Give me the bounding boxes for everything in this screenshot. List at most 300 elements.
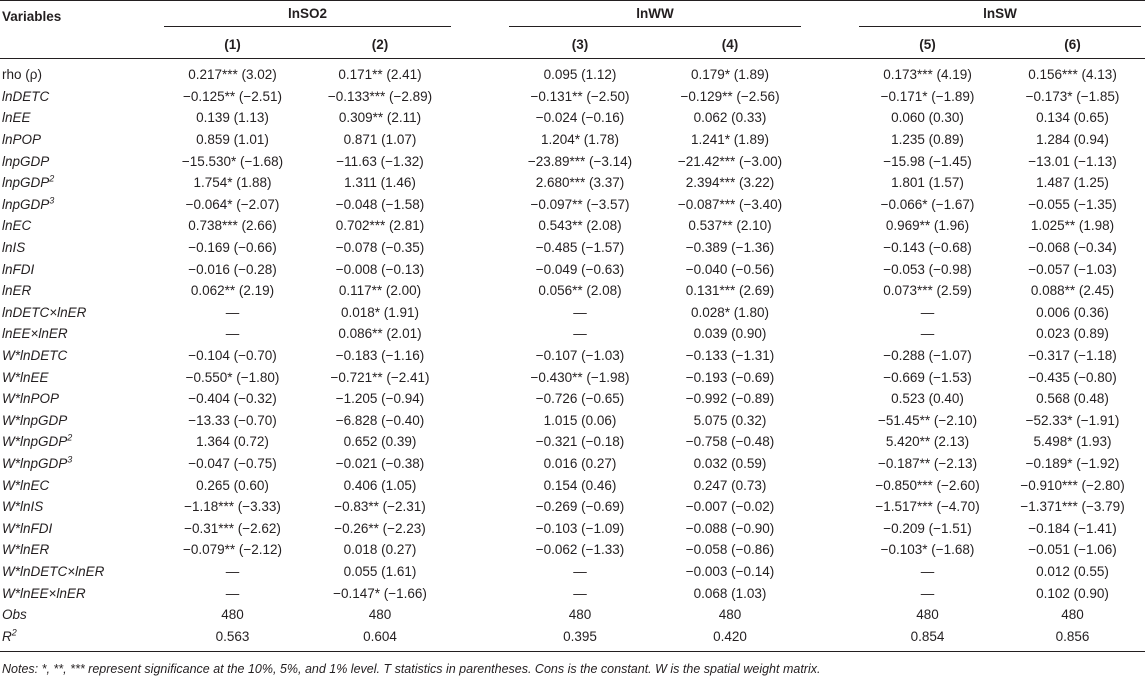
group-gap xyxy=(455,280,505,302)
value-cell-col-5: −0.053 (−0.98) xyxy=(883,261,972,277)
table-notes: Notes: *, **, *** represent significance at the 10%, 5%, and 1% level. T statistics in parentheses. Cons is the constant. W is the spatial weight matrix. xyxy=(2,662,821,677)
variable-label xyxy=(0,194,160,216)
value-cell-col-6: −0.910*** (−2.80) xyxy=(1020,477,1125,493)
variable-label-text: lnFDI xyxy=(2,261,35,277)
group-gap xyxy=(455,150,505,172)
variable-label-text: Obs xyxy=(2,607,27,623)
group-gap xyxy=(805,258,855,280)
group-gap xyxy=(805,582,855,604)
group-gap xyxy=(455,323,505,345)
group-label-lnsw: lnSW xyxy=(859,6,1141,27)
variable-label xyxy=(0,302,160,324)
value-cell-col-6: 5.498* (1.93) xyxy=(1033,434,1112,450)
value-cell-col-6: −0.317 (−1.18) xyxy=(1028,348,1117,364)
value-cell-col-4: −21.42*** (−3.00) xyxy=(677,153,783,169)
value-cell-col-2: −0.83** (−2.31) xyxy=(334,499,426,515)
value-cell-col-5: 1.235 (0.89) xyxy=(891,132,964,148)
variable-label-text: W*lnPOP xyxy=(2,391,60,407)
value-cell-col-5: 0.969** (1.96) xyxy=(885,218,970,234)
variable-label xyxy=(0,323,160,345)
group-label-lnso2: lnSO2 xyxy=(164,6,451,27)
value-cell-col-4: −0.133 (−1.31) xyxy=(685,348,775,364)
table-row xyxy=(0,345,1145,367)
value-cell-col-2: −0.183 (−1.16) xyxy=(335,348,425,364)
value-cell-col-1: −0.064* (−2.07) xyxy=(185,196,280,212)
variable-label xyxy=(0,474,160,496)
value-cell-col-2: −1.205 (−0.94) xyxy=(335,391,425,407)
variable-label-text: lnpGDP xyxy=(2,196,50,212)
value-cell-col-1: 480 xyxy=(221,607,244,623)
variable-label-text: W*lnDETC×lnER xyxy=(2,563,105,579)
group-gap xyxy=(805,107,855,129)
value-cell-col-2: 0.018 (0.27) xyxy=(343,542,417,558)
value-cell-col-1: — xyxy=(225,326,240,342)
value-cell-col-6: −13.01 (−1.13) xyxy=(1028,153,1117,169)
value-cell-col-5: — xyxy=(920,585,935,601)
value-cell-col-4: 0.032 (0.59) xyxy=(693,455,767,471)
variable-label xyxy=(0,345,160,367)
variable-label xyxy=(0,517,160,539)
group-header-lnso2 xyxy=(160,1,455,32)
variable-label-text: W*lnpGDP xyxy=(2,412,68,428)
value-cell-col-3: — xyxy=(573,326,587,342)
group-gap xyxy=(805,410,855,432)
value-cell-col-2: −0.078 (−0.35) xyxy=(335,240,425,256)
value-cell-col-5: −51.45** (−2.10) xyxy=(877,412,978,428)
value-cell-col-6: 1.284 (0.94) xyxy=(1036,132,1109,148)
group-gap xyxy=(455,453,505,475)
group-gap xyxy=(455,431,505,453)
table-body xyxy=(0,59,1145,652)
column-header-5: (5) xyxy=(855,31,1000,59)
value-cell-col-6: 0.023 (0.89) xyxy=(1036,326,1109,342)
value-cell-col-2: 0.117** (2.00) xyxy=(338,283,422,299)
value-cell-col-4: −0.088 (−0.90) xyxy=(685,520,775,536)
group-gap xyxy=(455,604,505,626)
value-cell-col-2: 0.702*** (2.81) xyxy=(335,218,425,234)
value-cell-col-2: −11.63 (−1.32) xyxy=(336,153,424,169)
value-cell-col-6: 0.102 (0.90) xyxy=(1036,585,1109,601)
value-cell-col-6: 0.568 (0.48) xyxy=(1036,391,1109,407)
variable-label-text: W*lnER xyxy=(2,542,50,558)
value-cell-col-6: 0.156*** (4.13) xyxy=(1028,67,1117,83)
value-cell-col-1: −1.18*** (−3.33) xyxy=(184,499,281,515)
value-cell-col-1: −0.047 (−0.75) xyxy=(188,455,277,471)
value-cell-col-5: — xyxy=(920,326,935,342)
value-cell-col-2: −0.26** (−2.23) xyxy=(334,520,426,536)
variable-label-text: W*lnEC xyxy=(2,477,50,493)
group-gap xyxy=(805,31,855,59)
value-cell-col-5: 1.801 (1.57) xyxy=(891,175,964,191)
group-gap xyxy=(805,302,855,324)
value-cell-col-4: −0.007 (−0.02) xyxy=(685,499,775,515)
value-cell-col-5: 5.420** (2.13) xyxy=(885,434,970,450)
variable-label xyxy=(0,496,160,518)
value-cell-col-6: 0.856 xyxy=(1000,625,1145,651)
value-cell-col-2: 0.309** (2.11) xyxy=(338,110,422,126)
table-row xyxy=(0,323,1145,345)
variable-label-text: R xyxy=(2,628,12,644)
value-cell-col-6: 0.012 (0.55) xyxy=(1036,563,1109,579)
value-cell-col-2: 0.871 (1.07) xyxy=(343,132,417,148)
column-header-1: (1) xyxy=(160,31,305,59)
group-label-lnww: lnWW xyxy=(509,6,801,27)
variable-label xyxy=(0,625,160,651)
table-row xyxy=(0,107,1145,129)
value-cell-col-1: −0.016 (−0.28) xyxy=(188,261,277,277)
variable-label-text: lnEE xyxy=(2,110,31,126)
value-cell-col-3: −23.89*** (−3.14) xyxy=(527,153,633,169)
value-cell-col-3: −0.321 (−0.18) xyxy=(535,434,625,450)
value-cell-col-1: — xyxy=(225,585,240,601)
value-cell-col-3: 1.015 (0.06) xyxy=(543,412,617,428)
value-cell-col-3: −0.726 (−0.65) xyxy=(535,391,625,407)
variable-label-text: lnDETC xyxy=(2,88,50,104)
value-cell-col-3: −0.097** (−3.57) xyxy=(530,196,630,212)
variable-label xyxy=(0,150,160,172)
variable-label-text: lnEC xyxy=(2,218,32,234)
group-gap xyxy=(455,215,505,237)
variable-label-text: W*lnFDI xyxy=(2,520,53,536)
group-header-lnsw xyxy=(855,1,1145,32)
value-cell-col-4: 1.241* (1.89) xyxy=(690,132,770,148)
value-cell-col-3: — xyxy=(573,563,587,579)
value-cell-col-5: 0.854 xyxy=(855,625,1000,651)
variable-label-text: lnpGDP xyxy=(2,175,50,191)
group-gap xyxy=(805,496,855,518)
value-cell-col-4: 0.247 (0.73) xyxy=(693,477,767,493)
value-cell-col-1: — xyxy=(225,304,240,320)
value-cell-col-4: 0.179* (1.89) xyxy=(690,67,770,83)
value-cell-col-2: −0.048 (−1.58) xyxy=(335,196,425,212)
variable-label xyxy=(0,59,160,86)
group-gap xyxy=(805,59,855,86)
table-row xyxy=(0,431,1145,453)
variable-label-superscript: 2 xyxy=(67,432,73,443)
value-cell-col-5: — xyxy=(920,563,935,579)
group-gap xyxy=(455,107,505,129)
group-gap xyxy=(805,1,855,32)
table-row xyxy=(0,496,1145,518)
value-cell-col-5: −0.143 (−0.68) xyxy=(883,240,972,256)
group-gap xyxy=(455,496,505,518)
value-cell-col-4: −0.389 (−1.36) xyxy=(685,240,775,256)
value-cell-col-6: 0.006 (0.36) xyxy=(1036,304,1109,320)
value-cell-col-3: −0.024 (−0.16) xyxy=(535,110,625,126)
value-cell-col-3: −0.430** (−1.98) xyxy=(530,369,630,385)
value-cell-col-1: −0.104 (−0.70) xyxy=(188,348,277,364)
table-row xyxy=(0,625,1145,651)
value-cell-col-3: 0.154 (0.46) xyxy=(543,477,617,493)
column-header-row xyxy=(0,31,1145,59)
value-cell-col-1: 0.062** (2.19) xyxy=(190,283,275,299)
variable-label-text: W*lnpGDP xyxy=(2,434,68,450)
variable-label-text: lnpGDP xyxy=(2,153,50,169)
value-cell-col-3: −0.485 (−1.57) xyxy=(535,240,625,256)
value-cell-col-2: 1.311 (1.46) xyxy=(344,175,416,191)
table-row xyxy=(0,194,1145,216)
table-row xyxy=(0,129,1145,151)
group-gap xyxy=(455,366,505,388)
group-gap xyxy=(455,410,505,432)
value-cell-col-1: 0.265 (0.60) xyxy=(196,477,269,493)
group-gap xyxy=(455,237,505,259)
group-gap xyxy=(455,86,505,108)
table-row xyxy=(0,388,1145,410)
group-gap xyxy=(805,625,855,651)
column-header-4: (4) xyxy=(655,31,805,59)
value-cell-col-3: — xyxy=(573,304,587,320)
variable-label xyxy=(0,172,160,194)
value-cell-col-5: −0.850*** (−2.60) xyxy=(875,477,980,493)
value-cell-col-2: −6.828 (−0.40) xyxy=(335,412,425,428)
variable-label-text: lnEE×lnER xyxy=(2,326,68,342)
value-cell-col-3: 0.543** (2.08) xyxy=(538,218,622,234)
table-row xyxy=(0,59,1145,86)
value-cell-col-6: 0.134 (0.65) xyxy=(1036,110,1109,126)
variable-label xyxy=(0,258,160,280)
group-gap xyxy=(455,345,505,367)
column-header-3: (3) xyxy=(505,31,655,59)
variable-label-text: W*lnDETC xyxy=(2,348,68,364)
value-cell-col-3: −0.062 (−1.33) xyxy=(535,542,625,558)
value-cell-col-1: 0.738*** (2.66) xyxy=(188,218,277,234)
variable-label xyxy=(0,410,160,432)
value-cell-col-4: 0.068 (1.03) xyxy=(693,585,767,601)
group-gap xyxy=(455,31,505,59)
variable-label xyxy=(0,539,160,561)
group-gap xyxy=(455,517,505,539)
value-cell-col-2: 0.604 xyxy=(305,625,455,651)
value-cell-col-4: −0.058 (−0.86) xyxy=(685,542,775,558)
group-gap xyxy=(455,474,505,496)
value-cell-col-2: 0.652 (0.39) xyxy=(343,434,417,450)
group-gap xyxy=(805,86,855,108)
group-gap xyxy=(805,280,855,302)
value-cell-col-5: 480 xyxy=(916,607,939,623)
variable-label xyxy=(0,280,160,302)
table-row xyxy=(0,237,1145,259)
value-cell-col-2: −0.721** (−2.41) xyxy=(330,369,430,385)
value-cell-col-1: −13.33 (−0.70) xyxy=(188,412,277,428)
table-row xyxy=(0,258,1145,280)
group-gap xyxy=(455,1,505,32)
value-cell-col-2: −0.008 (−0.13) xyxy=(335,261,425,277)
variable-label xyxy=(0,582,160,604)
value-cell-col-4: −0.040 (−0.56) xyxy=(685,261,775,277)
group-gap xyxy=(805,388,855,410)
value-cell-col-5: −1.517*** (−4.70) xyxy=(875,499,980,515)
group-gap xyxy=(805,323,855,345)
value-cell-col-3: 0.056** (2.08) xyxy=(538,283,622,299)
group-gap xyxy=(455,59,505,86)
value-cell-col-3: 480 xyxy=(568,607,592,623)
value-cell-col-5: 0.073*** (2.59) xyxy=(883,283,972,299)
group-gap xyxy=(805,237,855,259)
group-gap xyxy=(455,172,505,194)
value-cell-col-3: −0.107 (−1.03) xyxy=(535,348,625,364)
group-gap xyxy=(805,215,855,237)
value-cell-col-1: 0.859 (1.01) xyxy=(196,132,269,148)
value-cell-col-3: −0.103 (−1.09) xyxy=(535,520,625,536)
group-gap xyxy=(805,453,855,475)
variable-label xyxy=(0,453,160,475)
group-gap xyxy=(805,129,855,151)
value-cell-col-5: −0.669 (−1.53) xyxy=(883,369,972,385)
variable-label xyxy=(0,215,160,237)
value-cell-col-6: −0.057 (−1.03) xyxy=(1028,261,1117,277)
value-cell-col-6: 0.088** (2.45) xyxy=(1030,283,1115,299)
value-cell-col-1: −0.169 (−0.66) xyxy=(188,240,277,256)
variable-label-text: lnER xyxy=(2,283,32,299)
value-cell-col-3: −0.269 (−0.69) xyxy=(535,499,625,515)
value-cell-col-2: 0.171** (2.41) xyxy=(338,67,422,83)
value-cell-col-1: −0.404 (−0.32) xyxy=(188,391,277,407)
value-cell-col-6: −0.189* (−1.92) xyxy=(1025,455,1120,471)
table-row xyxy=(0,215,1145,237)
group-gap xyxy=(455,302,505,324)
value-cell-col-4: 2.394*** (3.22) xyxy=(685,175,775,191)
group-gap xyxy=(805,561,855,583)
table-row xyxy=(0,539,1145,561)
group-gap xyxy=(455,194,505,216)
value-cell-col-6: −0.173* (−1.85) xyxy=(1025,88,1120,104)
variable-label xyxy=(0,561,160,583)
group-gap xyxy=(805,604,855,626)
variable-label-text: rho (ρ) xyxy=(2,67,42,83)
group-gap xyxy=(805,172,855,194)
table-row xyxy=(0,582,1145,604)
group-gap xyxy=(455,582,505,604)
value-cell-col-5: −15.98 (−1.45) xyxy=(883,153,972,169)
value-cell-col-1: −0.550* (−1.80) xyxy=(185,369,280,385)
value-cell-col-3: 0.016 (0.27) xyxy=(543,455,617,471)
group-header-lnww xyxy=(505,1,805,32)
table-row xyxy=(0,604,1145,626)
value-cell-col-6: −0.068 (−0.34) xyxy=(1028,240,1117,256)
value-cell-col-1: 1.754* (1.88) xyxy=(193,175,272,191)
value-cell-col-6: −0.184 (−1.41) xyxy=(1028,520,1117,536)
variable-label-text: lnPOP xyxy=(2,132,42,148)
variable-label xyxy=(0,366,160,388)
value-cell-col-1: 1.364 (0.72) xyxy=(196,434,269,450)
value-cell-col-6: 480 xyxy=(1061,607,1084,623)
variable-label-text: W*lnEE×lnER xyxy=(2,585,86,601)
value-cell-col-5: 0.523 (0.40) xyxy=(891,391,964,407)
variable-label-superscript: 2 xyxy=(11,627,17,638)
value-cell-col-4: 5.075 (0.32) xyxy=(693,412,767,428)
variable-label xyxy=(0,604,160,626)
table-row xyxy=(0,561,1145,583)
variables-header: Variables xyxy=(0,1,160,32)
value-cell-col-2: 0.055 (1.61) xyxy=(343,563,417,579)
value-cell-col-5: 0.060 (0.30) xyxy=(891,110,964,126)
value-cell-col-3: — xyxy=(573,585,587,601)
value-cell-col-3: 0.095 (1.12) xyxy=(543,67,617,83)
variable-label-text: W*lnpGDP xyxy=(2,455,68,471)
variable-label-text: W*lnIS xyxy=(2,499,44,515)
table-row xyxy=(0,474,1145,496)
value-cell-col-5: −0.066* (−1.67) xyxy=(880,196,975,212)
table-row xyxy=(0,280,1145,302)
value-cell-col-5: −0.209 (−1.51) xyxy=(883,520,972,536)
variable-label-superscript: 2 xyxy=(49,173,55,184)
value-cell-col-4: 480 xyxy=(718,607,742,623)
table-row xyxy=(0,86,1145,108)
value-cell-col-4: 0.028* (1.80) xyxy=(690,304,770,320)
value-cell-col-4: −0.087*** (−3.40) xyxy=(677,196,783,212)
value-cell-col-2: 480 xyxy=(368,607,392,623)
value-cell-col-6: −52.33* (−1.91) xyxy=(1025,412,1120,428)
variable-label xyxy=(0,129,160,151)
group-gap xyxy=(805,366,855,388)
value-cell-col-5: — xyxy=(920,304,935,320)
group-header-row xyxy=(0,1,1145,32)
value-cell-col-1: 0.563 xyxy=(160,625,305,651)
value-cell-col-1: 0.139 (1.13) xyxy=(196,110,269,126)
group-gap xyxy=(805,194,855,216)
value-cell-col-1: 0.217*** (3.02) xyxy=(188,67,277,83)
value-cell-col-1: — xyxy=(225,563,240,579)
value-cell-col-5: −0.171* (−1.89) xyxy=(880,88,975,104)
group-gap xyxy=(455,625,505,651)
value-cell-col-6: −0.055 (−1.35) xyxy=(1028,196,1117,212)
value-cell-col-4: −0.003 (−0.14) xyxy=(685,563,775,579)
value-cell-col-3: −0.131** (−2.50) xyxy=(530,88,630,104)
value-cell-col-5: −0.288 (−1.07) xyxy=(883,348,972,364)
value-cell-col-4: 0.039 (0.90) xyxy=(693,326,767,342)
group-gap xyxy=(805,517,855,539)
table-row xyxy=(0,517,1145,539)
value-cell-col-2: 0.018* (1.91) xyxy=(340,304,420,320)
variable-label-superscript: 3 xyxy=(67,454,73,465)
value-cell-col-5: −0.187** (−2.13) xyxy=(877,455,978,471)
column-header-blank xyxy=(0,31,160,59)
group-gap xyxy=(805,345,855,367)
value-cell-col-3: −0.049 (−0.63) xyxy=(535,261,625,277)
value-cell-col-4: 0.537** (2.10) xyxy=(688,218,772,234)
value-cell-col-4: −0.129** (−2.56) xyxy=(680,88,780,104)
table-row xyxy=(0,453,1145,475)
value-cell-col-5: −0.103* (−1.68) xyxy=(880,542,975,558)
value-cell-col-1: −15.530* (−1.68) xyxy=(181,153,284,169)
group-gap xyxy=(455,258,505,280)
group-gap xyxy=(805,431,855,453)
value-cell-col-6: −0.435 (−0.80) xyxy=(1028,369,1117,385)
group-gap xyxy=(455,129,505,151)
value-cell-col-1: −0.079** (−2.12) xyxy=(182,542,283,558)
group-gap xyxy=(805,150,855,172)
variable-label-superscript: 3 xyxy=(49,195,55,206)
value-cell-col-5: 0.173*** (4.19) xyxy=(883,67,972,83)
value-cell-col-3: 2.680*** (3.37) xyxy=(535,175,625,191)
variable-label xyxy=(0,86,160,108)
table-row xyxy=(0,410,1145,432)
variable-label xyxy=(0,388,160,410)
value-cell-col-1: −0.31*** (−2.62) xyxy=(184,520,281,536)
value-cell-col-2: −0.147* (−1.66) xyxy=(333,585,427,601)
variable-label xyxy=(0,431,160,453)
value-cell-col-4: −0.758 (−0.48) xyxy=(685,434,775,450)
group-gap xyxy=(455,561,505,583)
value-cell-col-4: 0.420 xyxy=(655,625,805,651)
variable-label-text: lnDETC×lnER xyxy=(2,304,87,320)
value-cell-col-2: −0.133*** (−2.89) xyxy=(327,88,433,104)
variable-label-text: lnIS xyxy=(2,240,26,256)
value-cell-col-6: 1.025** (1.98) xyxy=(1030,218,1115,234)
column-header-2: (2) xyxy=(305,31,455,59)
value-cell-col-1: −0.125** (−2.51) xyxy=(182,88,283,104)
